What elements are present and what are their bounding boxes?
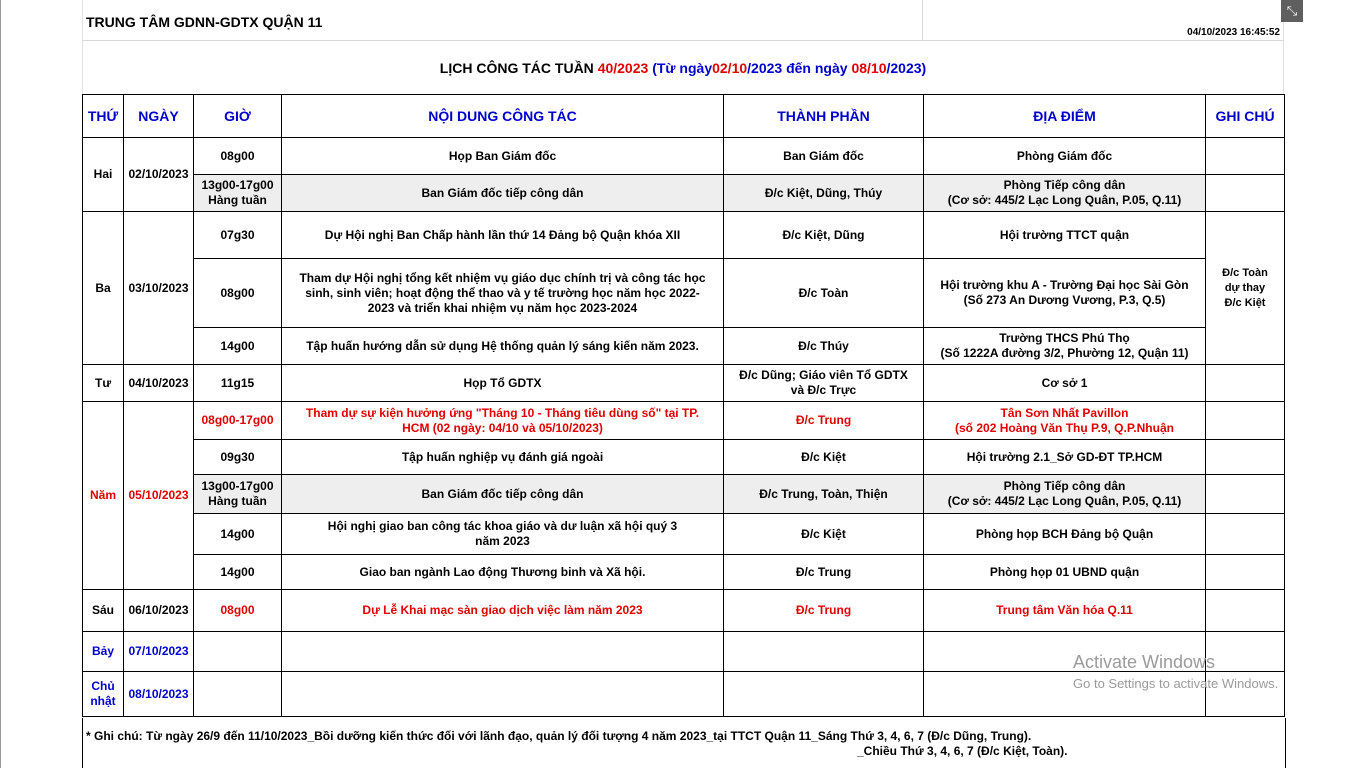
note-line: dự thay [1224, 281, 1266, 294]
activation-watermark [1073, 652, 1278, 691]
note-line: Đ/c Kiệt [1224, 296, 1266, 309]
table-row [83, 440, 1285, 475]
print-timestamp: 04/10/2023 16:45:52 [1187, 27, 1280, 38]
location-address: (số 202 Hoàng Văn Thụ P.9, Q.P.Nhuận [955, 420, 1174, 435]
day-date: 03/10/2023 [124, 212, 194, 365]
time-cell: 14g00 [194, 555, 282, 590]
location-cell [924, 328, 1206, 365]
participants-cell: Đ/c Kiệt [724, 440, 924, 475]
participants-cell: Đ/c Trung [724, 402, 924, 440]
content-cell [282, 402, 724, 440]
note-cell [1206, 514, 1285, 555]
content-cell [282, 632, 724, 672]
header-left-border [82, 0, 83, 94]
header-divider [922, 0, 923, 40]
participants-cell: Đ/c Trung, Toàn, Thiện [724, 475, 924, 514]
location-name: Phòng Tiếp công dân [1003, 479, 1126, 493]
location-name: Phòng Tiếp công dân [1003, 178, 1126, 192]
location-address: (Cơ sở: 445/2 Lạc Long Quân, P.05, Q.11) [947, 193, 1182, 207]
content-line: Tham dự sự kiện hưởng ứng "Tháng 10 - Tháng tiêu dùng số" tại TP. [305, 405, 700, 420]
content-cell: Dự Hội nghị Ban Chấp hành lần thứ 14 Đảng bộ Quận khóa XII [282, 212, 724, 259]
participants-cell [724, 365, 924, 402]
day-name: Ba [83, 212, 124, 365]
title-to-year: /2023) [886, 60, 927, 76]
day-date: 06/10/2023 [124, 590, 194, 632]
time-cell: 09g30 [194, 440, 282, 475]
time-cell: 14g00 [194, 514, 282, 555]
col-header-thu: THỨ [83, 95, 124, 138]
location-cell: Trung tâm Văn hóa Q.11 [924, 590, 1206, 632]
footnote [82, 718, 1286, 768]
header-rule [82, 40, 1284, 41]
content-line: năm 2023 [475, 534, 530, 548]
day-name: Năm [83, 402, 124, 590]
content-cell: Họp Ban Giám đốc [282, 138, 724, 175]
content-cell: Họp Tổ GDTX [282, 365, 724, 402]
note-cell [1206, 590, 1285, 632]
location-cell: Phòng Giám đốc [924, 138, 1206, 175]
window-edge [0, 0, 1, 768]
col-header-thanhphan: THÀNH PHẦN [724, 95, 924, 138]
day-date: 05/10/2023 [124, 402, 194, 590]
time-text: 13g00-17g00 [201, 479, 274, 493]
time-recurrence: Hàng tuần [208, 193, 267, 207]
footnote-line-1: * Ghi chú: Từ ngày 26/9 đến 11/10/2023_Bồi dưỡng kiến thức đối với lãnh đạo, quản lý đối tượng 4 năm 2023_tại TTCT Quận 11_Sáng Thứ 3, 4, 6, 7 (Đ/c Dũng, Trung). [86, 729, 1032, 743]
note-cell [1206, 175, 1285, 212]
location-cell [924, 402, 1206, 440]
content-cell: Dự Lễ Khai mạc sàn giao dịch việc làm năm 2023 [282, 590, 724, 632]
location-cell: Hội trường TTCT quận [924, 212, 1206, 259]
participants-cell: Đ/c Toàn [724, 259, 924, 328]
content-line: sinh, sinh viên; hoạt động thể thao và y tế trường học năm học 2022- [305, 285, 700, 300]
table-row [83, 328, 1285, 365]
time-text: 13g00-17g00 [201, 178, 274, 192]
day-name: Hai [83, 138, 124, 212]
note-cell [1206, 555, 1285, 590]
title-range-open: (Từ ngày [652, 60, 713, 76]
participants-cell: Đ/c Kiệt, Dũng [724, 212, 924, 259]
participants-cell: Đ/c Trung [724, 590, 924, 632]
content-cell: Giao ban ngành Lao động Thương binh và Xã hội. [282, 555, 724, 590]
day-name: Bảy [83, 632, 124, 672]
participants-line: Đ/c Dũng; Giáo viên Tổ GDTX [739, 368, 908, 382]
table-row [83, 590, 1285, 632]
col-header-diadiem: ĐỊA ĐIỂM [924, 95, 1206, 138]
participants-cell: Đ/c Thúy [724, 328, 924, 365]
title-range-mid: đến ngày [786, 60, 848, 76]
expand-icon[interactable]: ⤡ [1281, 0, 1303, 22]
organization-name: TRUNG TÂM GDNN-GDTX QUẬN 11 [86, 14, 323, 30]
note-cell [1206, 138, 1285, 175]
watermark-title: Activate Windows [1073, 652, 1216, 672]
table-row [83, 555, 1285, 590]
content-cell: Ban Giám đốc tiếp công dân [282, 175, 724, 212]
note-cell [1206, 402, 1285, 440]
day-date: 02/10/2023 [124, 138, 194, 212]
time-cell: 07g30 [194, 212, 282, 259]
content-cell [282, 672, 724, 717]
table-row [83, 175, 1285, 212]
participants-cell: Đ/c Kiệt, Dũng, Thúy [724, 175, 924, 212]
content-line: HCM (02 ngày: 04/10 và 05/10/2023) [402, 420, 603, 435]
day-date: 08/10/2023 [124, 672, 194, 717]
location-cell: Cơ sở 1 [924, 365, 1206, 402]
content-cell: Ban Giám đốc tiếp công dân [282, 475, 724, 514]
day-name: Tư [83, 365, 124, 402]
title-week: 40/2023 [597, 60, 649, 76]
table-row [83, 514, 1285, 555]
note-line: Đ/c Toàn [1222, 266, 1268, 279]
location-name: Tân Sơn Nhất Pavillon [1000, 405, 1129, 420]
col-header-ghichu: GHI CHÚ [1206, 95, 1285, 138]
table-row [83, 475, 1285, 514]
document-header [82, 0, 1284, 94]
day-name: Sáu [83, 590, 124, 632]
day-date: 04/10/2023 [124, 365, 194, 402]
footnote-line-2: _Chiều Thứ 3, 4, 6, 7 (Đ/c Kiệt, Toàn). [857, 744, 1068, 758]
col-header-noidung: NỘI DUNG CÔNG TÁC [282, 95, 724, 138]
table-row [83, 212, 1285, 259]
title-to-daymonth: 08/10 [851, 60, 887, 76]
col-header-ngay: NGÀY [124, 95, 194, 138]
title-prefix: LỊCH CÔNG TÁC TUẦN [439, 60, 594, 76]
location-cell: Phòng họp BCH Đảng bộ Quận [924, 514, 1206, 555]
page-title [82, 60, 1284, 76]
location-cell [924, 475, 1206, 514]
time-cell [194, 475, 282, 514]
title-from-year: /2023 [747, 60, 783, 76]
table-row [83, 365, 1285, 402]
location-address: (Số 273 An Dương Vương, P.3, Q.5) [963, 293, 1166, 307]
content-cell: Tập huấn hướng dẫn sử dụng Hệ thống quản lý sáng kiến năm 2023. [282, 328, 724, 365]
table-header-row [83, 95, 1285, 138]
location-address: (Cơ sở: 445/2 Lạc Long Quân, P.05, Q.11) [947, 494, 1182, 508]
location-address: (Số 1222A đường 3/2, Phường 12, Quận 11) [940, 346, 1189, 360]
location-name: Hội trường khu A - Trường Đại học Sài Gòn [940, 278, 1189, 292]
note-cell [1206, 475, 1285, 514]
content-line: Tham dự Hội nghị tổng kết nhiệm vụ giáo dục chính trị và công tác học [299, 270, 706, 285]
time-cell: 08g00 [194, 138, 282, 175]
time-cell [194, 175, 282, 212]
table-row [83, 402, 1285, 440]
content-cell [282, 259, 724, 328]
participants-line: và Đ/c Trực [790, 383, 857, 397]
time-cell: 08g00 [194, 259, 282, 328]
table-row [83, 259, 1285, 328]
note-cell [1206, 365, 1285, 402]
title-from-daymonth: 02/10 [712, 60, 748, 76]
note-cell [1206, 440, 1285, 475]
content-line: Hội nghị giao ban công tác khoa giáo và dư luận xã hội quý 3 [327, 519, 678, 533]
time-cell: 11g15 [194, 365, 282, 402]
location-cell: Phòng họp 01 UBND quận [924, 555, 1206, 590]
location-cell [924, 175, 1206, 212]
day-date: 07/10/2023 [124, 632, 194, 672]
location-cell: Hội trường 2.1_Sở GD-ĐT TP.HCM [924, 440, 1206, 475]
time-cell: 08g00 [194, 590, 282, 632]
table-row [83, 138, 1285, 175]
day-name: Chủ nhật [83, 672, 124, 717]
time-cell: 08g00-17g00 [194, 402, 282, 440]
schedule-table [82, 94, 1285, 717]
watermark-subtitle: Go to Settings to activate Windows. [1073, 676, 1279, 691]
content-line: 2023 và triển khai nhiệm vụ năm học 2023-2024 [367, 300, 638, 315]
content-cell: Tập huấn nghiệp vụ đánh giá ngoài [282, 440, 724, 475]
content-cell [282, 514, 724, 555]
time-cell [194, 632, 282, 672]
participants-cell: Đ/c Trung [724, 555, 924, 590]
participants-cell: Đ/c Kiệt [724, 514, 924, 555]
note-cell [1206, 212, 1285, 365]
location-cell [924, 259, 1206, 328]
time-cell: 14g00 [194, 328, 282, 365]
col-header-gio: GIỜ [194, 95, 282, 138]
location-name: Trường THCS Phú Thọ [999, 331, 1130, 345]
time-recurrence: Hàng tuần [208, 494, 267, 508]
participants-cell: Ban Giám đốc [724, 138, 924, 175]
time-cell [194, 672, 282, 717]
participants-cell [724, 632, 924, 672]
participants-cell [724, 672, 924, 717]
